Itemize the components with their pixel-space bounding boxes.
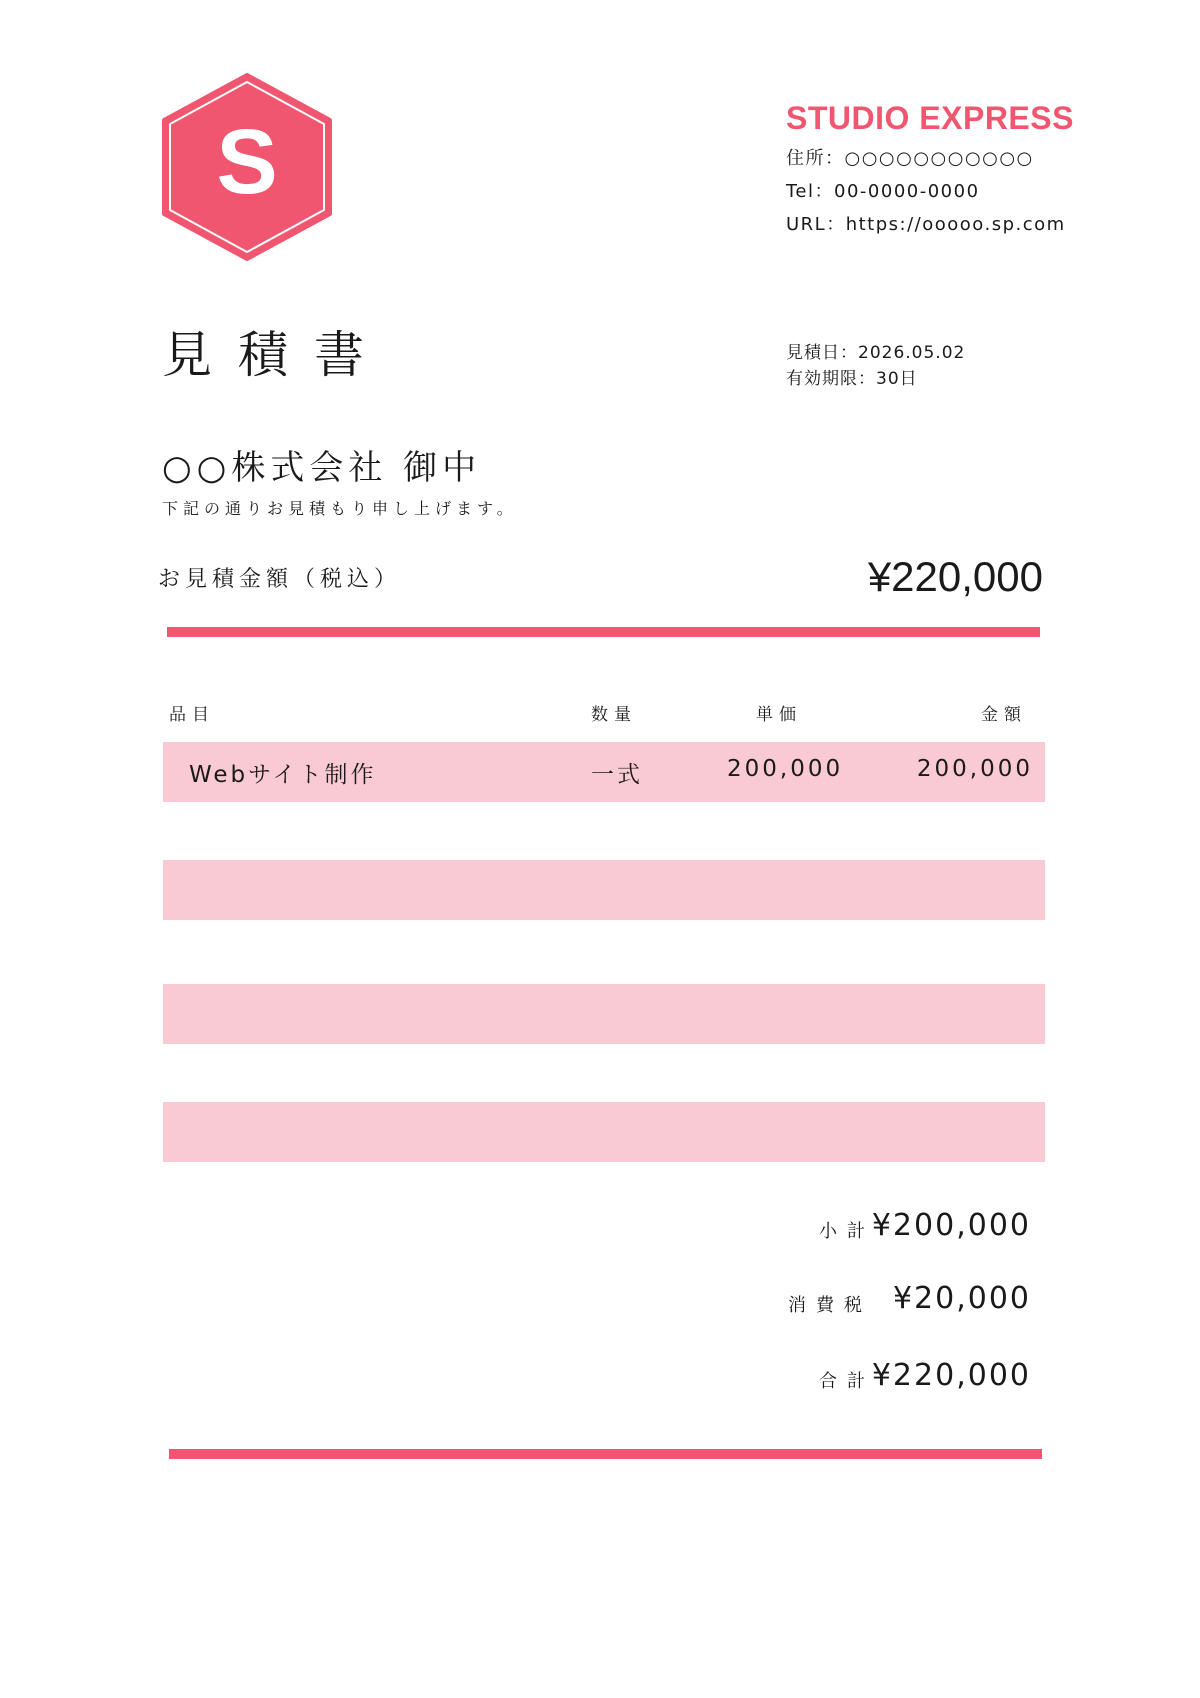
tax-value: ¥20,000	[892, 1281, 1031, 1316]
company-name: STUDIO EXPRESS	[786, 100, 1074, 136]
logo-letter: S	[216, 111, 278, 213]
grand-total-label: 合計	[819, 1371, 875, 1392]
table-row	[163, 860, 1045, 920]
accent-divider-bottom	[169, 1449, 1042, 1459]
table-row	[163, 984, 1045, 1044]
total-amount-label: お見積金額（税込）	[158, 567, 402, 592]
column-header-price: 単価	[756, 705, 802, 725]
cell-price: 200,000	[727, 756, 844, 782]
company-tel: Tel：00-0000-0000	[786, 181, 980, 202]
tax-label: 消費税	[788, 1295, 872, 1316]
table-row	[163, 801, 1045, 861]
total-amount-value: ¥220,000	[867, 553, 1043, 600]
accent-divider-top	[167, 627, 1040, 637]
cell-item: Webサイト制作	[189, 762, 377, 788]
intro-text: 下記の通りお見積もり申し上げます。	[162, 499, 518, 518]
column-header-item: 品目	[169, 705, 215, 725]
column-header-amount: 金額	[981, 705, 1027, 725]
cell-amount: 200,000	[916, 756, 1033, 782]
document-title: 見積書	[162, 326, 390, 384]
table-row	[163, 742, 1045, 802]
estimate-date: 見積日：2026.05.02	[786, 343, 966, 363]
company-url: URL：https://ooooo.sp.com	[786, 214, 1066, 235]
table-row	[163, 1043, 1045, 1103]
hexagon-s-logo-icon	[160, 73, 334, 261]
grand-total-value: ¥220,000	[871, 1358, 1031, 1393]
subtotal-value: ¥200,000	[871, 1208, 1031, 1243]
column-header-qty: 数量	[591, 705, 637, 725]
company-address: 住所：○○○○○○○○○○○	[786, 148, 1034, 169]
cell-qty: 一式	[591, 762, 643, 788]
table-row	[163, 919, 1045, 979]
valid-period: 有効期限：30日	[786, 369, 918, 389]
subtotal-label: 小計	[819, 1221, 875, 1242]
client-name: ○○株式会社 御中	[162, 448, 482, 488]
table-row	[163, 1102, 1045, 1162]
